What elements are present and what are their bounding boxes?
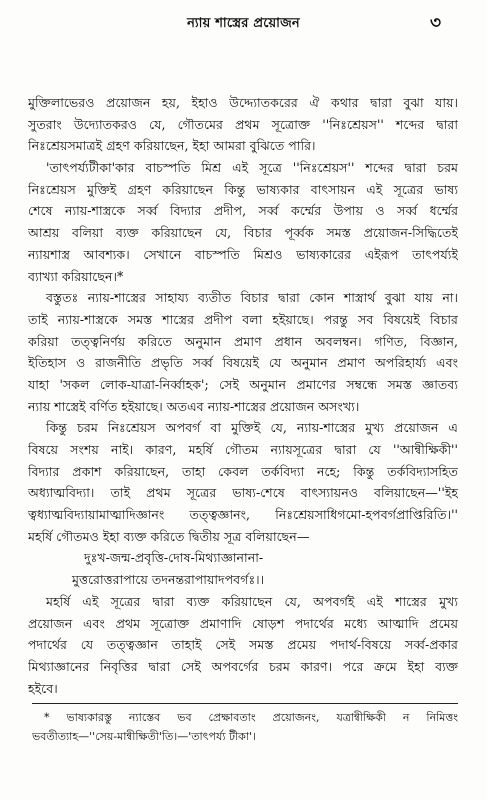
running-head: ন্যায় শাস্ত্রের প্রয়োজন	[187, 16, 300, 31]
text-line: করিয়া তত্ত্বনির্ণয় করিতে অনুমান প্রমাণ প্রধান অবলম্বন। গণিত, বিজ্ঞান,	[28, 333, 458, 349]
footnote-divider	[32, 703, 458, 704]
text-line: তাই ন্যায়-শাস্ত্রকে সমস্ত শাস্ত্রের প্রদীপ বলা হইয়াছে। পরন্তু সব বিষয়েই বিচার	[28, 311, 458, 327]
text-line: বিষয়ে সংশয় নাই। কারণ, মহর্ষি গৌতম ন্যায়সূত্রের দ্বারা যে ''আন্বীক্ষিকী''	[28, 442, 458, 457]
page-number: ৩	[429, 13, 441, 33]
text-line: মিথ্যাজ্ঞানের নিবৃত্তির দ্বারা সেই অপবর্গের চরম কারণ। পরে ক্রমে ইহা ব্যক্ত	[28, 658, 458, 674]
text-line: ন্যায়শাস্ত্র আবশ্যক। সেখানে বাচস্পতি মিশ্রও ভাষ্যকারের এইরূপ তাৎপর্য্যই	[28, 246, 458, 262]
text-line: হইবে।	[28, 680, 58, 696]
text-line: অধ্যাত্মবিদ্যা। তাই প্রথম সূত্রের ভাষ্য-শেষে বাৎস্যায়নও বলিয়াছেন—''ইহ	[28, 485, 458, 501]
sutra-verse-line: মুত্তরোত্তরাপায়ে তদনন্তরাপায়াদপবর্গঃ।।	[72, 572, 265, 588]
text-line: শেষে ন্যায়-শাস্ত্রকে সর্ব্ব বিদ্যার প্রদীপ, সর্ব্ব কর্ম্মের উপায় ও সর্ব্ব ধর্ম্মের	[28, 203, 458, 219]
text-line: আশ্রয় বলিয়া ব্যক্ত করিয়াছেন যে, বিচার পূর্ব্বক সমস্ত প্রয়োজন-সিদ্ধিতেই	[28, 225, 458, 241]
text-line: সুতরাং উদ্যোতকরও যে, গৌতমের প্রথম সূত্রোক্ত ''নিঃশ্রেয়স'' শব্দের দ্বারা	[28, 116, 458, 132]
text-line: বিদ্যার প্রকাশ করিয়াছেন, তাহা কেবল তর্কবিদ্যা নহে; কিন্তু তর্কবিদ্যাসহিত	[28, 463, 458, 479]
page-header	[0, 0, 487, 68]
footnote-line: * ভাষ্যকারস্তু ন্যাস্তেব ভব প্রেক্ষাবতাং প্রয়োজনং, যত্রান্বীক্ষিকী ন নিমিত্তং	[44, 711, 458, 724]
text-line: নিঃশ্রেয়স মুক্তিই গ্রহণ করিয়াছেন কিন্তু ভাষ্যকার বাৎসায়ন এই সূত্রের ভাষ্য	[28, 181, 458, 197]
text-line: প্রয়োজন এবং প্রথম সূত্রোক্ত প্রমাণাদি ষোড়শ পদার্থের মধ্যে আত্মাদি প্রমেয়	[28, 615, 458, 631]
footnote-line: ভবতীত্যাহ—''সেয়-মান্বীক্ষিতী'তি।—'তাৎপর্য্য টীকা'।	[32, 730, 257, 743]
text-line: মহর্ষি গৌতমও ইহা ব্যক্ত করিতে দ্বিতীয় সূত্র বলিয়াছেন—	[28, 528, 310, 544]
footnote	[32, 708, 458, 746]
sutra-verse-line: দুঃখ-জন্ম-প্রবৃত্তি-দোষ-মিথ্যাজ্ঞানানা-	[84, 550, 264, 566]
text-line: ন্যায় শাস্ত্রেই বর্ণিত হইয়াছে। অতএব ন্যায়-শাস্ত্রের প্রয়োজন অসংখ্য।	[28, 398, 360, 414]
text-line: মুক্তিলাভেরও প্রয়োজন হয়, ইহাও উদ্দ্যোতকরের ঐ কথার দ্বারা বুঝা যায়।	[28, 95, 458, 110]
text-line: কিন্তু চরম নিঃশ্রেয়স অপবর্গ বা মুক্তিই যে, ন্যায়-শাস্ত্রের মুখ্য প্রয়োজন এ	[46, 420, 458, 436]
text-line: যাহা 'সকল লোক-যাত্রা-নির্ব্বাহক'; সেই অনুমান প্রমাণের সম্বন্ধে সমস্ত জ্ঞাতব্য	[28, 376, 458, 392]
text-line: ইতিহাস ও রাজনীতি প্রভৃতি সর্ব্ব বিষয়েই যে অনুমান প্রমাণ অপরিহার্য্য এবং	[28, 355, 458, 371]
text-line: মহর্ষি এই সূত্রের দ্বারা ব্যক্ত করিয়াছেন যে, অপবর্গই এই শাস্ত্রের মুখ্য	[46, 593, 458, 609]
text-line: নিঃশ্রেয়সমাত্রই গ্রহণ করিয়াছেন, ইহা আমরা বুঝিতে পারি।	[28, 138, 316, 154]
text-line: বস্তুতঃ ন্যায়-শাস্ত্রের সাহায্য ব্যতীত বিচার দ্বারা কোন শাস্ত্রার্থ বুঝা যায় না।	[46, 290, 458, 306]
text-line: ত্বধ্যাত্মবিদ্যায়ামাত্মাদিজ্ঞানং তত্ত্বজ্ঞানং, নিঃশ্রেয়সাধিগমো-হপবর্গপ্রাপ্তিরিতি।''	[28, 507, 458, 523]
text-line: ব্যাখ্যা করিয়াছেন।*	[28, 268, 124, 284]
body-text	[28, 92, 458, 699]
text-line: 'তাৎপর্য্যটীকা'কার বাচস্পতি মিশ্র এই সূত্রে ''নিঃশ্রেয়স'' শব্দের দ্বারা চরম	[46, 160, 458, 176]
text-line: পদার্থের যে তত্ত্বজ্ঞান তাহাই সেই সমস্ত প্রমেয় পদার্থ-বিষয়ে সর্ব্ব-প্রকার	[28, 637, 458, 653]
